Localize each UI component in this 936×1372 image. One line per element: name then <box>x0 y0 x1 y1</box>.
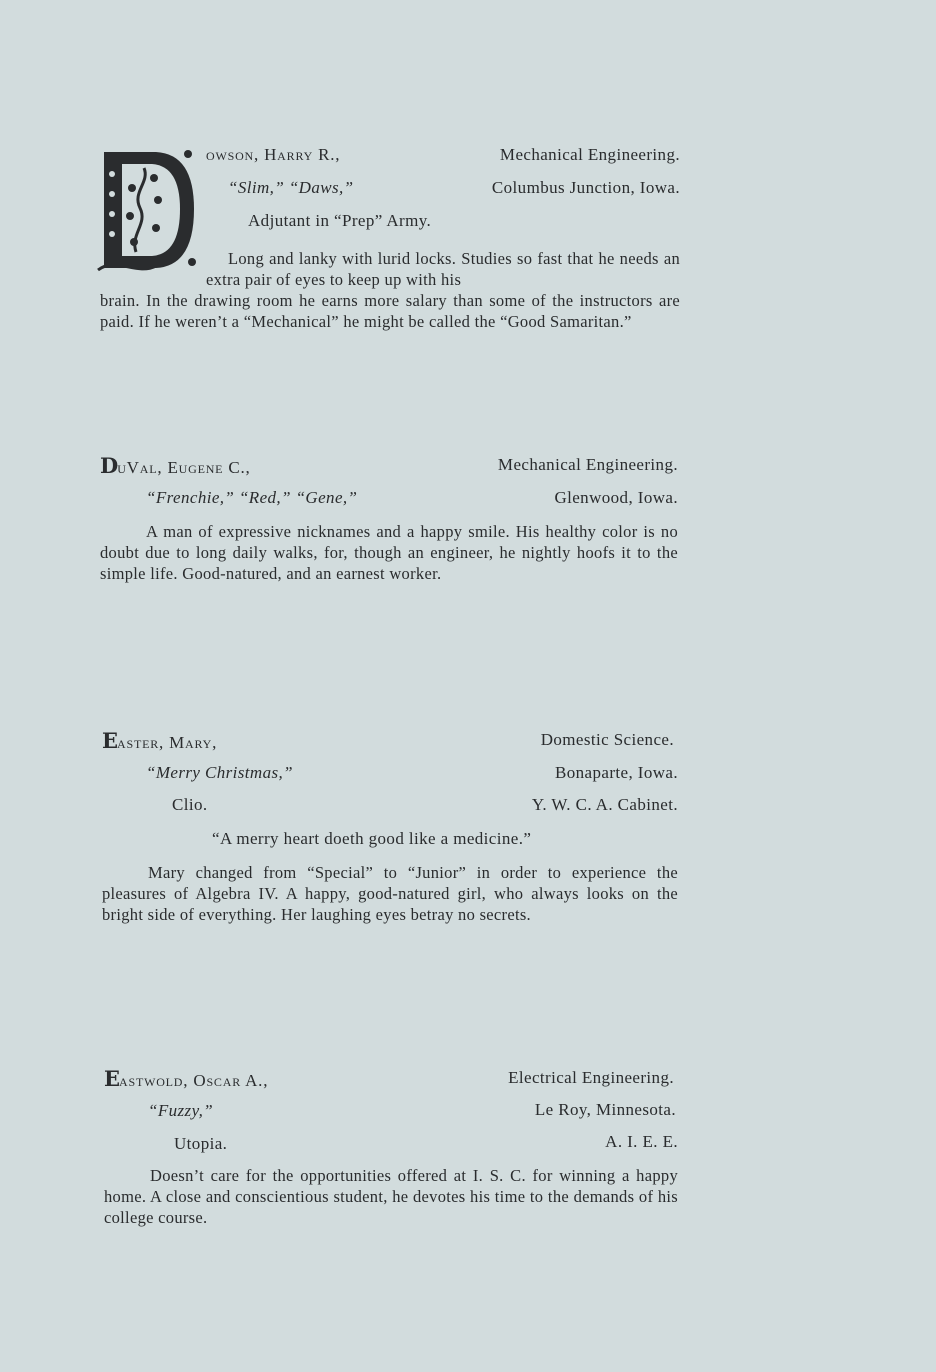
hometown: Glenwood, Iowa. <box>554 488 678 507</box>
course: Domestic Science. <box>540 730 674 749</box>
decorative-dropcap-d-icon <box>96 144 198 274</box>
student-name: aster, Mary, <box>117 733 218 752</box>
hometown: Le Roy, Minnesota. <box>534 1100 676 1119</box>
activity: A. I. E. E. <box>605 1132 678 1151</box>
activity: Y. W. C. A. Cabinet. <box>531 795 678 814</box>
nicknames: “Slim,” “Daws,” <box>228 178 354 197</box>
bio: brain. In the drawing room he earns more salary than some of the instructors are paid. If he weren’t a “Mechanical” he might be called the “Good Samaritan.” <box>100 291 680 331</box>
student-name: uVal, Eugene C., <box>117 458 251 477</box>
bio: Doesn’t care for the opportunities offered at I. S. C. for winning a happy home. A close and conscientious student, he devotes his time to the demands of his college course. <box>104 1166 678 1227</box>
hometown: Columbus Junction, Iowa. <box>491 178 680 197</box>
student-name: owson, Harry R., <box>206 145 341 164</box>
bio: A man of expressive nicknames and a happy smile. His healthy color is no doubt due to long daily walks, for, though an engineer, he nightly hoofs it to the simple life. Good-natured, and an earnest worker. <box>100 522 678 583</box>
blackletter-initial: E <box>104 1066 120 1091</box>
blackletter-initial: D <box>100 453 118 478</box>
nicknames: “Frenchie,” “Red,” “Gene,” <box>146 488 358 507</box>
quote: “A merry heart doeth good like a medicine.” <box>212 829 532 848</box>
student-name: astwold, Oscar A., <box>119 1071 269 1090</box>
course: Electrical Engineering. <box>508 1068 674 1087</box>
course: Mechanical Engineering. <box>499 145 680 164</box>
society: Utopia. <box>174 1134 228 1153</box>
bio-wrapped: Long and lanky with lurid locks. Studies so fast that he needs an extra pair of eyes to keep up with his <box>206 249 680 289</box>
activity: Adjutant in “Prep” Army. <box>248 211 432 230</box>
society: Clio. <box>172 795 208 814</box>
nicknames: “Merry Christmas,” <box>146 763 294 782</box>
course: Mechanical Engineering. <box>497 455 678 474</box>
blackletter-initial: E <box>102 728 118 753</box>
nicknames: “Fuzzy,” <box>148 1101 214 1120</box>
hometown: Bonaparte, Iowa. <box>555 763 678 782</box>
bio: Mary changed from “Special” to “Junior” in order to experience the pleasures of Algebra IV. A happy, good-natured girl, who always looks on the bright side of everything. Her laughing eyes betray no secrets. <box>102 863 678 924</box>
